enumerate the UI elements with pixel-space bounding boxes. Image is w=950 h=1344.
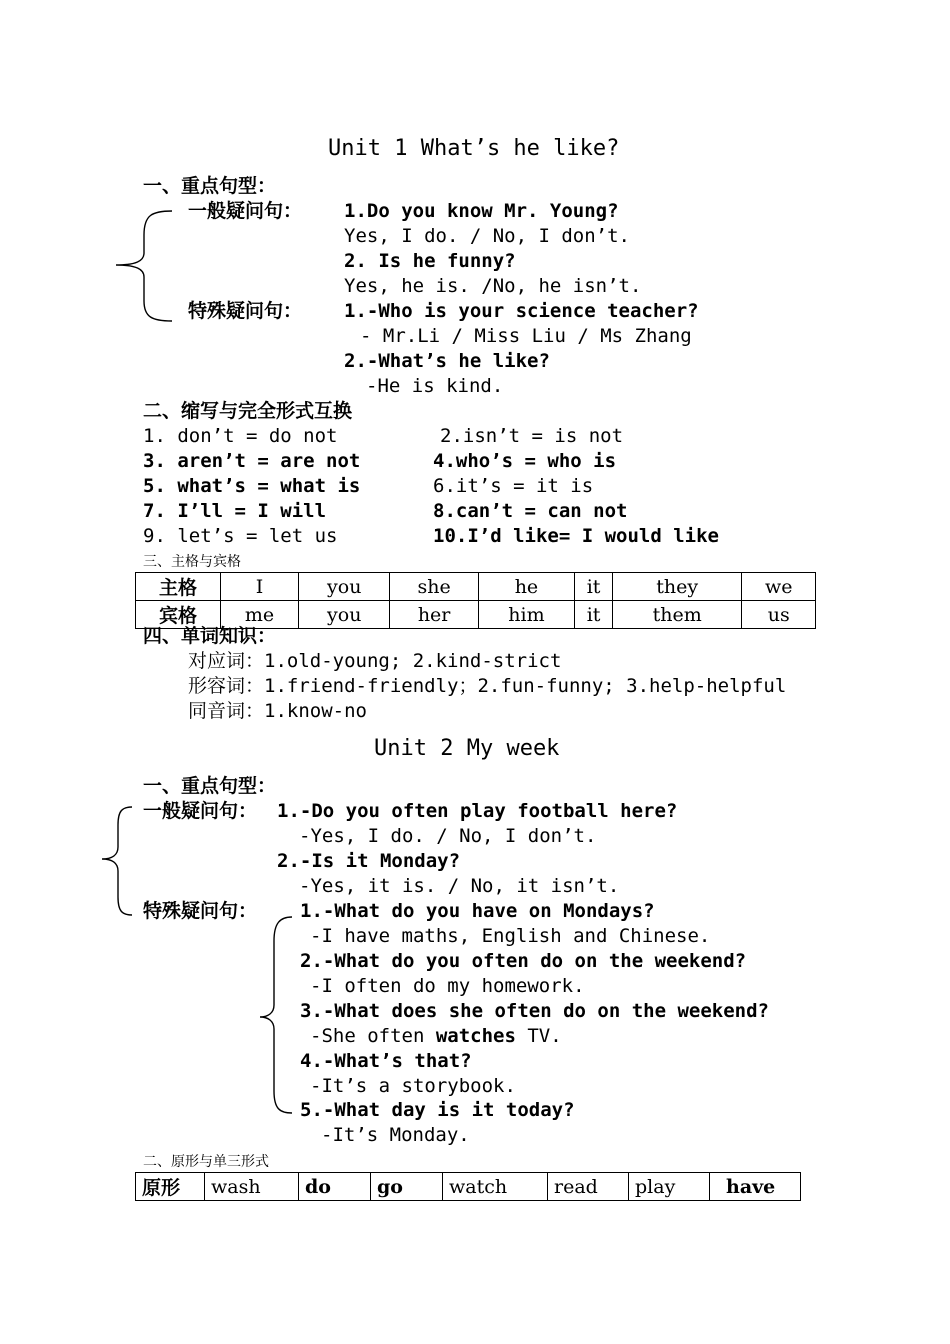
contraction-3: 3. aren’t = are not	[143, 450, 361, 472]
verb-cell: wash	[205, 1173, 299, 1201]
unit2-brace-outer	[98, 803, 138, 919]
unit1-sec3-heading: 三、主格与宾格	[143, 554, 241, 570]
contraction-6: 6.it’s = it is	[433, 475, 594, 497]
unit2-sq1-answer: -I have maths, English and Chinese.	[310, 925, 711, 947]
unit2-title: Unit 2 My week	[374, 736, 560, 761]
pronoun-cell: they	[613, 573, 742, 601]
pronoun-cell: it	[575, 573, 613, 601]
unit2-sq4: 4.-What’s that?	[300, 1050, 472, 1072]
unit1-antonyms: 对应词：1.old-young; 2.kind-strict	[188, 650, 562, 672]
verb-cell: watch	[443, 1173, 548, 1201]
pronoun-row-subject-label: 主格	[136, 573, 221, 601]
unit1-brace	[110, 205, 180, 325]
unit2-sq3-answer-verb: watches	[435, 1025, 516, 1047]
unit2-gq1-answer: -Yes, I do. / No, I don’t.	[299, 825, 597, 847]
unit2-sq3: 3.-What does she often do on the weekend?	[300, 1000, 769, 1022]
verb-cell: have	[710, 1173, 801, 1201]
unit1-homophones: 同音词：1.know-no	[188, 700, 367, 722]
pronoun-row-object-label: 宾格	[136, 601, 221, 629]
verb-cell: do	[299, 1173, 371, 1201]
pronoun-cell: I	[221, 573, 299, 601]
contraction-1: 1. don’t = do not	[143, 425, 338, 447]
verb-cell: go	[371, 1173, 443, 1201]
unit1-sq2: 2.-What’s he like?	[344, 350, 550, 372]
contraction-4: 4.who’s = who is	[433, 450, 617, 472]
unit2-sq5-answer: -It’s Monday.	[321, 1124, 470, 1146]
unit1-sec1-heading: 一、重点句型：	[143, 175, 277, 197]
unit1-special-q-label: 特殊疑问句：	[188, 300, 303, 322]
pronoun-cell: us	[742, 601, 816, 629]
unit1-sq2-answer: -He is kind.	[366, 375, 504, 397]
contraction-5: 5. what’s = what is	[143, 475, 361, 497]
unit2-gq2: 2.-Is it Monday?	[277, 850, 461, 872]
unit2-general-q-label: 一般疑问句：	[143, 800, 258, 822]
unit2-sq3-answer	[310, 1024, 562, 1049]
pronoun-cell: she	[390, 573, 478, 601]
unit2-sec2-heading: 二、原形与单三形式	[143, 1154, 269, 1170]
unit2-sq5: 5.-What day is it today?	[300, 1099, 575, 1121]
unit1-gq2-answer: Yes, he is. /No, he isn’t.	[344, 275, 642, 297]
pronoun-cell: her	[390, 601, 478, 629]
unit1-gq2: 2. Is he funny?	[344, 250, 516, 272]
unit2-sq2-answer: -I often do my homework.	[310, 975, 585, 997]
unit1-general-q-label: 一般疑问句：	[188, 200, 303, 222]
pronoun-cell: you	[299, 573, 390, 601]
pronoun-cell: him	[478, 601, 574, 629]
unit1-gq1-answer: Yes, I do. / No, I don’t.	[344, 225, 630, 247]
pronoun-cell: you	[299, 601, 390, 629]
pronoun-cell: we	[742, 573, 816, 601]
unit2-special-q-label: 特殊疑问句：	[143, 900, 258, 922]
pronoun-cell: he	[478, 573, 574, 601]
unit1-gq1: 1.Do you know Mr. Young?	[344, 200, 619, 222]
contraction-8: 8.can’t = can not	[433, 500, 628, 522]
unit1-title: Unit 1 What’s he like?	[328, 136, 620, 161]
pronoun-cell: me	[221, 601, 299, 629]
unit1-sq1: 1.-Who is your science teacher?	[344, 300, 699, 322]
pronoun-cell: them	[613, 601, 742, 629]
unit2-sq2: 2.-What do you often do on the weekend?	[300, 950, 747, 972]
pronoun-row-subject	[136, 573, 816, 601]
verb-row-label: 原形	[136, 1173, 205, 1201]
unit2-sq3-answer-post: TV.	[515, 1025, 562, 1047]
unit1-sec2-heading: 二、缩写与完全形式互换	[143, 400, 353, 422]
contraction-9: 9. let’s = let us	[143, 525, 338, 547]
verb-cell: play	[629, 1173, 710, 1201]
verb-cell: read	[548, 1173, 629, 1201]
unit2-sq4-answer: -It’s a storybook.	[310, 1075, 516, 1097]
unit2-sq3-answer-pre: -She often	[310, 1025, 436, 1047]
pronoun-cell: it	[575, 601, 613, 629]
unit2-sq1: 1.-What do you have on Mondays?	[300, 900, 655, 922]
contraction-2: 2.isn’t = is not	[440, 425, 624, 447]
unit2-brace-inner	[256, 913, 296, 1117]
contraction-10: 10.I’d like= I would like	[433, 525, 719, 547]
unit2-gq1: 1.-Do you often play football here?	[277, 800, 678, 822]
unit2-gq2-answer: -Yes, it is. / No, it isn’t.	[299, 875, 620, 897]
verb-table	[135, 1172, 801, 1201]
unit1-sq1-answer: - Mr.Li / Miss Liu / Ms Zhang	[360, 325, 692, 347]
unit2-sec1-heading: 一、重点句型：	[143, 775, 277, 797]
contraction-7: 7. I’ll = I will	[143, 500, 327, 522]
unit1-adjectives: 形容词：1.friend-friendly；2.fun-funny; 3.help-helpful	[188, 675, 787, 697]
pronoun-table	[135, 572, 816, 629]
unit1-sec4-heading: 四、单词知识：	[143, 625, 277, 647]
verb-row	[136, 1173, 801, 1201]
